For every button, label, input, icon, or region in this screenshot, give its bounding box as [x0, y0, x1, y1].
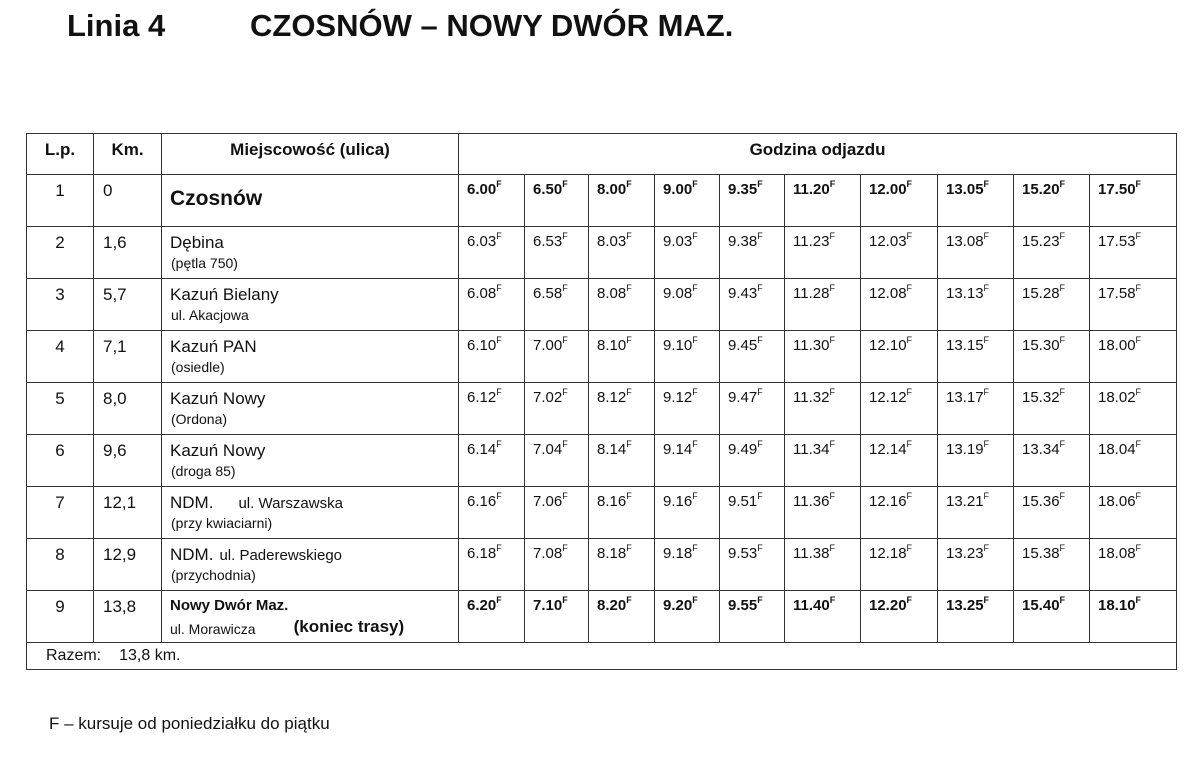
table-row: [27, 591, 1177, 643]
departure-time: $9.14^F$: [655, 435, 720, 487]
row-km: 0: [94, 175, 162, 227]
row-km: 12,1: [94, 487, 162, 539]
row-place: [162, 591, 459, 643]
departure-time: $12.03^F$: [861, 227, 938, 279]
departure-time: $18.08^F$: [1090, 539, 1177, 591]
departure-time: $9.38^F$: [720, 227, 785, 279]
weekday-marker: F: [983, 543, 990, 553]
weekday-marker: F: [496, 179, 502, 189]
departure-time: $15.40^F$: [1014, 591, 1090, 643]
weekday-marker: F: [626, 283, 632, 293]
departure-time: $9.45^F$: [720, 331, 785, 383]
place-detail: (droga 85): [171, 463, 236, 480]
total-label: Razem:: [46, 647, 102, 665]
departure-time: $11.20^F$: [785, 175, 861, 227]
place-detail: (pętla 750): [171, 255, 238, 272]
weekday-marker: F: [626, 491, 632, 501]
weekday-marker: F: [1059, 543, 1066, 553]
departure-time: $8.18^F$: [589, 539, 655, 591]
weekday-marker: F: [1135, 543, 1142, 553]
departure-time: $18.06^F$: [1090, 487, 1177, 539]
departure-time: $17.53^F$: [1090, 227, 1177, 279]
weekday-marker: F: [1059, 231, 1066, 241]
weekday-marker: F: [626, 231, 632, 241]
departure-time: $6.03^F$: [459, 227, 525, 279]
weekday-marker: F: [829, 387, 835, 397]
place-name: Dębina: [170, 233, 224, 252]
table-row: [27, 175, 1177, 227]
weekday-marker: F: [1059, 491, 1066, 501]
departure-time: $9.35^F$: [720, 175, 785, 227]
departure-time: $9.00^F$: [655, 175, 720, 227]
weekday-marker: F: [829, 595, 836, 605]
footnote: F – kursuje od poniedziałku do piątku: [49, 714, 330, 733]
departure-time: $18.00^F$: [1090, 331, 1177, 383]
weekday-marker: F: [983, 179, 990, 189]
departure-time: $9.47^F$: [720, 383, 785, 435]
weekday-marker: F: [562, 335, 568, 345]
departure-time: $9.53^F$: [720, 539, 785, 591]
header-km: Km.: [94, 134, 162, 175]
weekday-marker: F: [1135, 491, 1142, 501]
departure-time: $7.08^F$: [525, 539, 589, 591]
table-row: [27, 539, 1177, 591]
row-km: 5,7: [94, 279, 162, 331]
weekday-marker: F: [757, 543, 763, 553]
row-lp: 3: [27, 279, 94, 331]
weekday-marker: F: [1059, 387, 1066, 397]
departure-time: $13.21^F$: [938, 487, 1014, 539]
weekday-marker: F: [757, 231, 763, 241]
weekday-marker: F: [692, 595, 698, 605]
departure-time: $13.23^F$: [938, 539, 1014, 591]
weekday-marker: F: [562, 439, 568, 449]
row-lp: 6: [27, 435, 94, 487]
weekday-marker: F: [562, 231, 568, 241]
departure-time: $9.43^F$: [720, 279, 785, 331]
departure-time: $6.16^F$: [459, 487, 525, 539]
weekday-marker: F: [829, 179, 836, 189]
weekday-marker: F: [562, 283, 568, 293]
weekday-marker: F: [496, 283, 502, 293]
departure-time: $6.20^F$: [459, 591, 525, 643]
place-name: NDM.: [170, 493, 214, 512]
row-lp: 4: [27, 331, 94, 383]
weekday-marker: F: [983, 439, 990, 449]
weekday-marker: F: [983, 231, 990, 241]
weekday-marker: F: [692, 543, 698, 553]
weekday-marker: F: [562, 543, 568, 553]
weekday-marker: F: [983, 335, 990, 345]
departure-time: $13.25^F$: [938, 591, 1014, 643]
departure-time: $12.08^F$: [861, 279, 938, 331]
departure-time: $6.08^F$: [459, 279, 525, 331]
departure-time: $18.04^F$: [1090, 435, 1177, 487]
weekday-marker: F: [906, 543, 913, 553]
departure-time: $15.23^F$: [1014, 227, 1090, 279]
departure-time: $6.00^F$: [459, 175, 525, 227]
departure-time: $12.20^F$: [861, 591, 938, 643]
departure-time: $12.18^F$: [861, 539, 938, 591]
header-lp: L.p.: [27, 134, 94, 175]
weekday-marker: F: [1059, 335, 1066, 345]
departure-time: $6.53^F$: [525, 227, 589, 279]
place-street: ul. Warszawska: [238, 495, 343, 512]
weekday-marker: F: [829, 543, 835, 553]
departure-time: $13.13^F$: [938, 279, 1014, 331]
weekday-marker: F: [829, 283, 835, 293]
row-place: [162, 279, 459, 331]
weekday-marker: F: [626, 335, 632, 345]
row-km: 1,6: [94, 227, 162, 279]
departure-time: $7.00^F$: [525, 331, 589, 383]
weekday-marker: F: [1059, 283, 1066, 293]
weekday-marker: F: [983, 491, 990, 501]
weekday-marker: F: [983, 387, 990, 397]
departure-time: $9.49^F$: [720, 435, 785, 487]
weekday-marker: F: [1135, 595, 1142, 605]
weekday-marker: F: [1135, 231, 1142, 241]
timetable: [26, 133, 1177, 670]
weekday-marker: F: [562, 387, 568, 397]
weekday-marker: F: [626, 179, 632, 189]
row-place: [162, 383, 459, 435]
table-body: [27, 175, 1177, 643]
departure-time: $11.30^F$: [785, 331, 861, 383]
departure-time: $12.10^F$: [861, 331, 938, 383]
weekday-marker: F: [496, 595, 502, 605]
weekday-marker: F: [1135, 439, 1142, 449]
departure-time: $7.04^F$: [525, 435, 589, 487]
departure-time: $13.08^F$: [938, 227, 1014, 279]
weekday-marker: F: [906, 595, 913, 605]
row-km: 9,6: [94, 435, 162, 487]
weekday-marker: F: [1059, 179, 1066, 189]
table-row: [27, 279, 1177, 331]
weekday-marker: F: [906, 283, 913, 293]
weekday-marker: F: [626, 387, 632, 397]
weekday-marker: F: [1135, 283, 1142, 293]
weekday-marker: F: [757, 283, 763, 293]
departure-time: $12.12^F$: [861, 383, 938, 435]
weekday-marker: F: [757, 439, 763, 449]
header-place: Miejscowość (ulica): [162, 134, 459, 175]
departure-time: $13.34^F$: [1014, 435, 1090, 487]
place-detail: (osiedle): [171, 359, 225, 376]
row-place: [162, 539, 459, 591]
table-row: [27, 487, 1177, 539]
departure-time: $8.00^F$: [589, 175, 655, 227]
weekday-marker: F: [496, 231, 502, 241]
departure-time: $13.19^F$: [938, 435, 1014, 487]
weekday-marker: F: [692, 283, 698, 293]
departure-time: $9.10^F$: [655, 331, 720, 383]
place-name: Kazuń PAN: [170, 337, 257, 356]
departure-time: $6.12^F$: [459, 383, 525, 435]
weekday-marker: F: [692, 335, 698, 345]
place-name: Kazuń Bielany: [170, 285, 279, 304]
departure-time: $15.28^F$: [1014, 279, 1090, 331]
departure-time: $11.28^F$: [785, 279, 861, 331]
weekday-marker: F: [829, 231, 835, 241]
table-header: [27, 134, 1177, 175]
row-place: [162, 227, 459, 279]
departure-time: $9.08^F$: [655, 279, 720, 331]
departure-time: $12.14^F$: [861, 435, 938, 487]
departure-time: $7.06^F$: [525, 487, 589, 539]
weekday-marker: F: [983, 595, 990, 605]
weekday-marker: F: [1059, 595, 1066, 605]
departure-time: $18.10^F$: [1090, 591, 1177, 643]
weekday-marker: F: [562, 491, 568, 501]
departure-time: $8.20^F$: [589, 591, 655, 643]
place-name: NDM.: [170, 545, 214, 564]
total-cell: [27, 643, 1177, 670]
weekday-marker: F: [496, 543, 502, 553]
place-name: Kazuń Nowy: [170, 389, 266, 408]
weekday-marker: F: [692, 387, 698, 397]
weekday-marker: F: [692, 439, 698, 449]
row-km: 12,9: [94, 539, 162, 591]
place-name: Kazuń Nowy: [170, 441, 266, 460]
departure-time: $17.50^F$: [1090, 175, 1177, 227]
departure-time: $11.34^F$: [785, 435, 861, 487]
departure-time: $7.02^F$: [525, 383, 589, 435]
weekday-marker: F: [1135, 387, 1142, 397]
weekday-marker: F: [906, 387, 913, 397]
departure-time: $9.55^F$: [720, 591, 785, 643]
weekday-marker: F: [829, 335, 835, 345]
weekday-marker: F: [757, 595, 763, 605]
departure-time: $11.32^F$: [785, 383, 861, 435]
departure-time: $12.00^F$: [861, 175, 938, 227]
weekday-marker: F: [1135, 335, 1142, 345]
departure-time: $9.12^F$: [655, 383, 720, 435]
departure-time: $11.40^F$: [785, 591, 861, 643]
total-km: 13,8 km.: [119, 647, 181, 665]
weekday-marker: F: [906, 179, 913, 189]
table-row: [27, 331, 1177, 383]
weekday-marker: F: [757, 491, 763, 501]
weekday-marker: F: [829, 439, 835, 449]
place-street: ul. Paderewskiego: [219, 547, 343, 564]
route-end-label: (koniec trasy): [293, 617, 405, 636]
weekday-marker: F: [496, 335, 502, 345]
header-times: Godzina odjazdu: [459, 134, 1177, 175]
line-number: Linia 4: [67, 8, 166, 43]
table-row: [27, 435, 1177, 487]
departure-time: $8.08^F$: [589, 279, 655, 331]
departure-time: $6.58^F$: [525, 279, 589, 331]
departure-time: $6.10^F$: [459, 331, 525, 383]
row-lp: 8: [27, 539, 94, 591]
weekday-marker: F: [562, 595, 568, 605]
departure-time: $15.38^F$: [1014, 539, 1090, 591]
weekday-marker: F: [906, 439, 913, 449]
departure-time: $8.03^F$: [589, 227, 655, 279]
table-row: [27, 227, 1177, 279]
place-name: Czosnów: [170, 187, 263, 210]
weekday-marker: F: [757, 335, 763, 345]
weekday-marker: F: [1135, 179, 1142, 189]
row-lp: 9: [27, 591, 94, 643]
departure-time: $13.17^F$: [938, 383, 1014, 435]
row-km: 8,0: [94, 383, 162, 435]
departure-time: $15.30^F$: [1014, 331, 1090, 383]
row-lp: 5: [27, 383, 94, 435]
departure-time: $13.05^F$: [938, 175, 1014, 227]
departure-time: $9.18^F$: [655, 539, 720, 591]
departure-time: $15.32^F$: [1014, 383, 1090, 435]
row-place: [162, 435, 459, 487]
row-place: [162, 331, 459, 383]
table-row: [27, 383, 1177, 435]
weekday-marker: F: [906, 231, 913, 241]
place-detail: (przy kwiaciarni): [171, 515, 273, 532]
departure-time: $11.23^F$: [785, 227, 861, 279]
weekday-marker: F: [692, 491, 698, 501]
weekday-marker: F: [983, 283, 990, 293]
departure-time: $9.03^F$: [655, 227, 720, 279]
weekday-marker: F: [906, 491, 913, 501]
weekday-marker: F: [692, 231, 698, 241]
row-lp: 7: [27, 487, 94, 539]
weekday-marker: F: [626, 595, 632, 605]
weekday-marker: F: [906, 335, 913, 345]
departure-time: $17.58^F$: [1090, 279, 1177, 331]
weekday-marker: F: [829, 491, 835, 501]
departure-time: $12.16^F$: [861, 487, 938, 539]
departure-time: $8.10^F$: [589, 331, 655, 383]
weekday-marker: F: [1059, 439, 1066, 449]
departure-time: $8.14^F$: [589, 435, 655, 487]
weekday-marker: F: [626, 543, 632, 553]
departure-time: $18.02^F$: [1090, 383, 1177, 435]
weekday-marker: F: [562, 179, 568, 189]
row-lp: 2: [27, 227, 94, 279]
weekday-marker: F: [496, 439, 502, 449]
departure-time: $8.16^F$: [589, 487, 655, 539]
place-name: Nowy Dwór Maz.: [170, 597, 289, 614]
row-place: [162, 487, 459, 539]
weekday-marker: F: [626, 439, 632, 449]
departure-time: $13.15^F$: [938, 331, 1014, 383]
departure-time: $6.14^F$: [459, 435, 525, 487]
weekday-marker: F: [692, 179, 698, 189]
place-detail: (Ordona): [171, 411, 228, 428]
departure-time: $15.36^F$: [1014, 487, 1090, 539]
departure-time: $7.10^F$: [525, 591, 589, 643]
weekday-marker: F: [496, 387, 502, 397]
departure-time: $9.51^F$: [720, 487, 785, 539]
place-detail: ul. Akacjowa: [171, 307, 249, 324]
weekday-marker: F: [496, 491, 502, 501]
departure-time: $9.16^F$: [655, 487, 720, 539]
row-lp: 1: [27, 175, 94, 227]
departure-time: $9.20^F$: [655, 591, 720, 643]
total-row: [27, 643, 1177, 670]
departure-time: $15.20^F$: [1014, 175, 1090, 227]
departure-time: $8.12^F$: [589, 383, 655, 435]
route-name: CZOSNÓW – NOWY DWÓR MAZ.: [250, 8, 734, 43]
weekday-marker: F: [757, 179, 763, 189]
departure-time: $6.50^F$: [525, 175, 589, 227]
departure-time: $6.18^F$: [459, 539, 525, 591]
row-km: 13,8: [94, 591, 162, 643]
row-place: [162, 175, 459, 227]
page-title: [67, 8, 734, 44]
row-km: 7,1: [94, 331, 162, 383]
departure-time: $11.38^F$: [785, 539, 861, 591]
place-detail: ul. Morawicza: [170, 621, 256, 637]
place-detail: (przychodnia): [171, 567, 256, 584]
departure-time: $11.36^F$: [785, 487, 861, 539]
weekday-marker: F: [757, 387, 763, 397]
